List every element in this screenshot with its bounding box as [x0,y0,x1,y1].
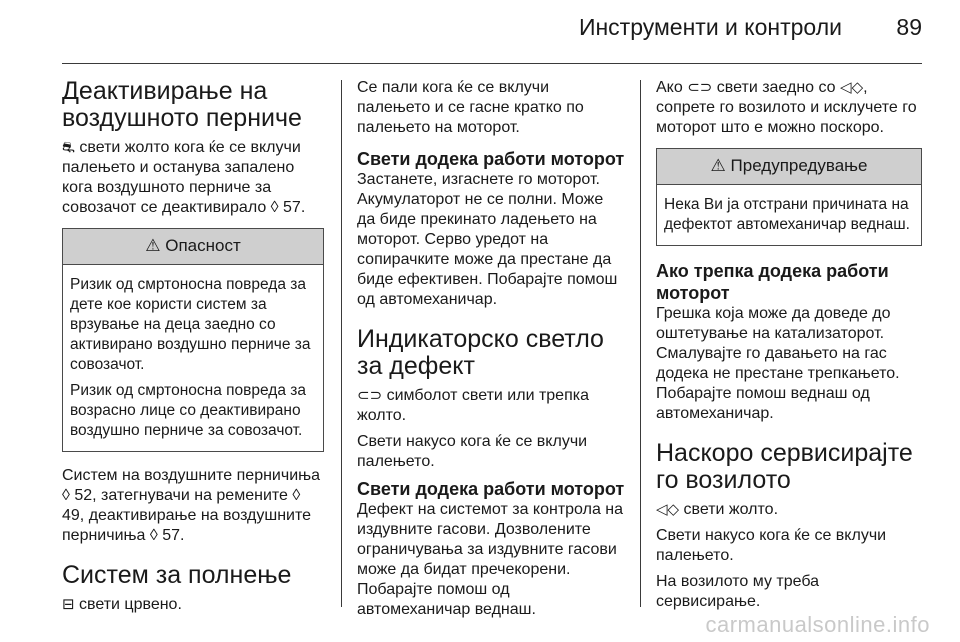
service-wrench-icon: ◁◇ [840,79,864,96]
paragraph: Се пали кога ќе се вклучи палењето и се гасне кратко по палењето на моторот. [357,79,584,136]
subheading: Свети додека работи моторот [357,149,625,169]
caution-box [656,148,922,246]
paragraph: На возилото му треба сервисирање. [656,573,820,610]
subheading: Ако трепка додека работи моторот [656,261,889,303]
section-heading-airbag-deactivation: Деактивирање на воздушното перниче [62,77,302,132]
section-heading-service-soon: Наскоро сервисирајте го возилото [656,439,913,494]
paragraph: Грешка која може да доведе до оштетување на катализаторот. Смалувајте го давањето на гас додека не престане трепкањето. Побарајте помош веднаш од автомеханичар. [656,305,900,422]
column-3 [656,78,922,618]
column-divider-1 [341,80,342,607]
paragraph: Свети накусо кога ќе се вклучи палењето. [656,527,887,564]
service-wrench-icon: ◁◇ [656,501,680,518]
airbag-off-icon: ⛐ [62,139,75,156]
paragraph: Дефект на системот за контрола на издувните гасови. Дозволените ограничувања за издувните гасови може да бидат пречекорени. Побарајте помош од автомеханичар веднаш. [357,501,624,618]
paragraph: Застанете, изгаснете го моторот. Акумулаторот не се полни. Може да биде прекинато ладењето на моторот. Серво уредот на сопирачките може да престане да биде ефективен. Побарајте помош од автомеханичар. [357,171,618,308]
paragraph: ⊂⊃ симболот свети или трепка жолто. [357,387,589,424]
danger-box-title: ⚠ Опасност [63,229,323,265]
caution-box-title: ⚠ Предупредување [657,149,921,185]
danger-box [62,228,324,452]
warning-triangle-icon: ⚠ [710,156,726,175]
page-number: 89 [896,14,922,40]
paragraph: ◁◇ свети жолто. [656,501,779,518]
paragraph: ⛐ свети жолто кога ќе се вклучи палењето и останува запалено кога воздушното перниче за совозачот се деактивирало ◊ 57. [62,139,306,216]
watermark: carmanualsonline.info [705,612,930,637]
engine-icon: ⊂⊃ [687,79,713,96]
danger-text: Ризик од смртоносна повреда за возрасно лице со деактивирано воздушно перниче за совозачот. [70,382,306,439]
header-rule [62,63,922,64]
danger-text: Ризик од смртоносна повреда за дете кое користи систем за врзување на деца заедно со активирано воздушно перниче за совозачот. [70,276,311,373]
column-1 [62,78,324,621]
paragraph: Ако ⊂⊃ свети заедно со ◁◇, сопрете го возилото и исклучете го моторот што е можно поскоро. [656,79,917,136]
caution-text: Нека Ви ја отстрани причината на дефектот автомеханичар веднаш. [664,196,910,233]
section-heading-charging-system: Систем за полнење [62,561,292,589]
subheading: Свети додека работи моторот [357,479,625,499]
column-2 [357,78,625,626]
paragraph: ⊟ свети црвено. [62,596,182,613]
column-divider-2 [640,80,641,607]
section-heading-malfunction-indicator: Индикаторско светло за дефект [357,325,604,380]
paragraph: Систем на воздушните перничиња ◊ 52, затегнувачи на ремените ◊ 49, деактивирање на воздушните перничиња ◊ 57. [62,467,321,544]
engine-icon: ⊂⊃ [357,387,383,404]
page-header-title: Инструменти и контроли [578,14,842,40]
battery-icon: ⊟ [62,596,75,613]
warning-triangle-icon: ⚠ [145,236,161,255]
paragraph: Свети накусо кога ќе се вклучи палењето. [357,433,588,470]
